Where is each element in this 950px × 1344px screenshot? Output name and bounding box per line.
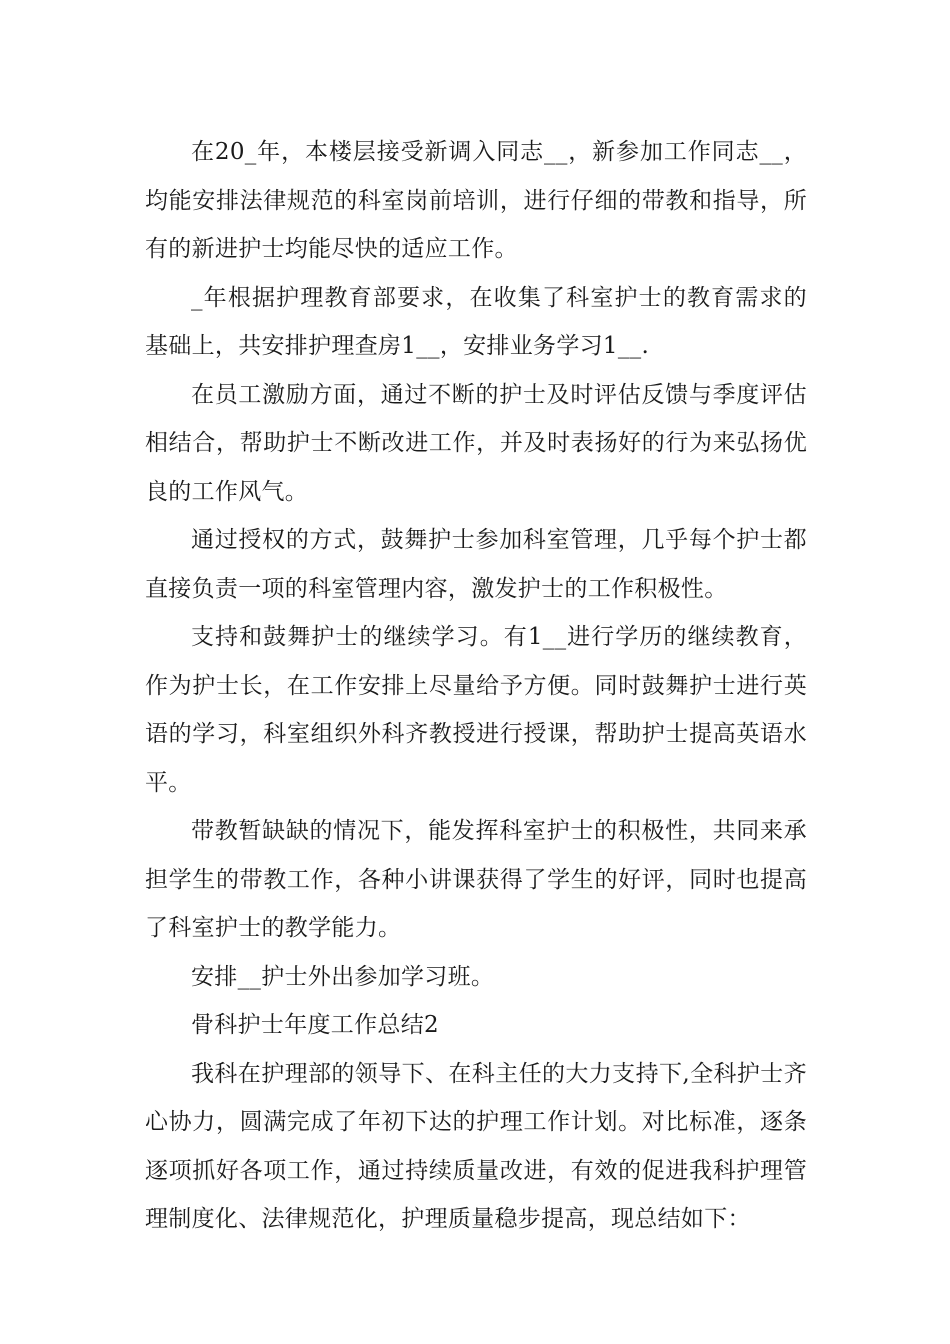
document-page <box>145 128 807 1244</box>
section-heading: 骨科护士年度工作总结2 <box>191 1012 439 1038</box>
paragraph-external-training: 安排__护士外出参加学习班。 <box>191 963 495 990</box>
paragraph-staff-training: 在20_年，本楼层接受新调入同志__，新参加工作同志__，均能安排法律规范的科室岗前培训，进行仔细的带教和指导，所有的新进护士均能尽快的适应工作。 <box>145 139 807 262</box>
paragraph-education-plan: _年根据护理教育部要求，在收集了科室护士的教育需求的基础上，共安排护理查房1__，安排业务学习1__. <box>145 284 807 359</box>
paragraph-teaching: 带教暂缺缺的情况下，能发挥科室护士的积极性，共同来承担学生的带教工作，各种小讲课获得了学生的好评，同时也提高了科室护士的教学能力。 <box>145 818 807 941</box>
paragraph-summary-intro: 我科在护理部的领导下、在科主任的大力支持下,全科护士齐心协力，圆满完成了年初下达的护理工作计划。对比标准，逐条逐项抓好各项工作，通过持续质量改进，有效的促进我科护理管理制度化、法律规范化，护理质量稳步提高，现总结如下： <box>145 1060 807 1232</box>
paragraph-continuing-study: 支持和鼓舞护士的继续学习。有1__进行学历的继续教育，作为护士长，在工作安排上尽量给予方便。同时鼓舞护士进行英语的学习，科室组织外科齐教授进行授课，帮助护士提高英语水平。 <box>145 624 807 796</box>
paragraph-staff-motivation: 在员工激励方面，通过不断的护士及时评估反馈与季度评估相结合，帮助护士不断改进工作，并及时表扬好的行为来弘扬优良的工作风气。 <box>145 381 807 505</box>
paragraph-authorization: 通过授权的方式，鼓舞护士参加科室管理，几乎每个护士都直接负责一项的科室管理内容，激发护士的工作积极性。 <box>145 527 807 602</box>
